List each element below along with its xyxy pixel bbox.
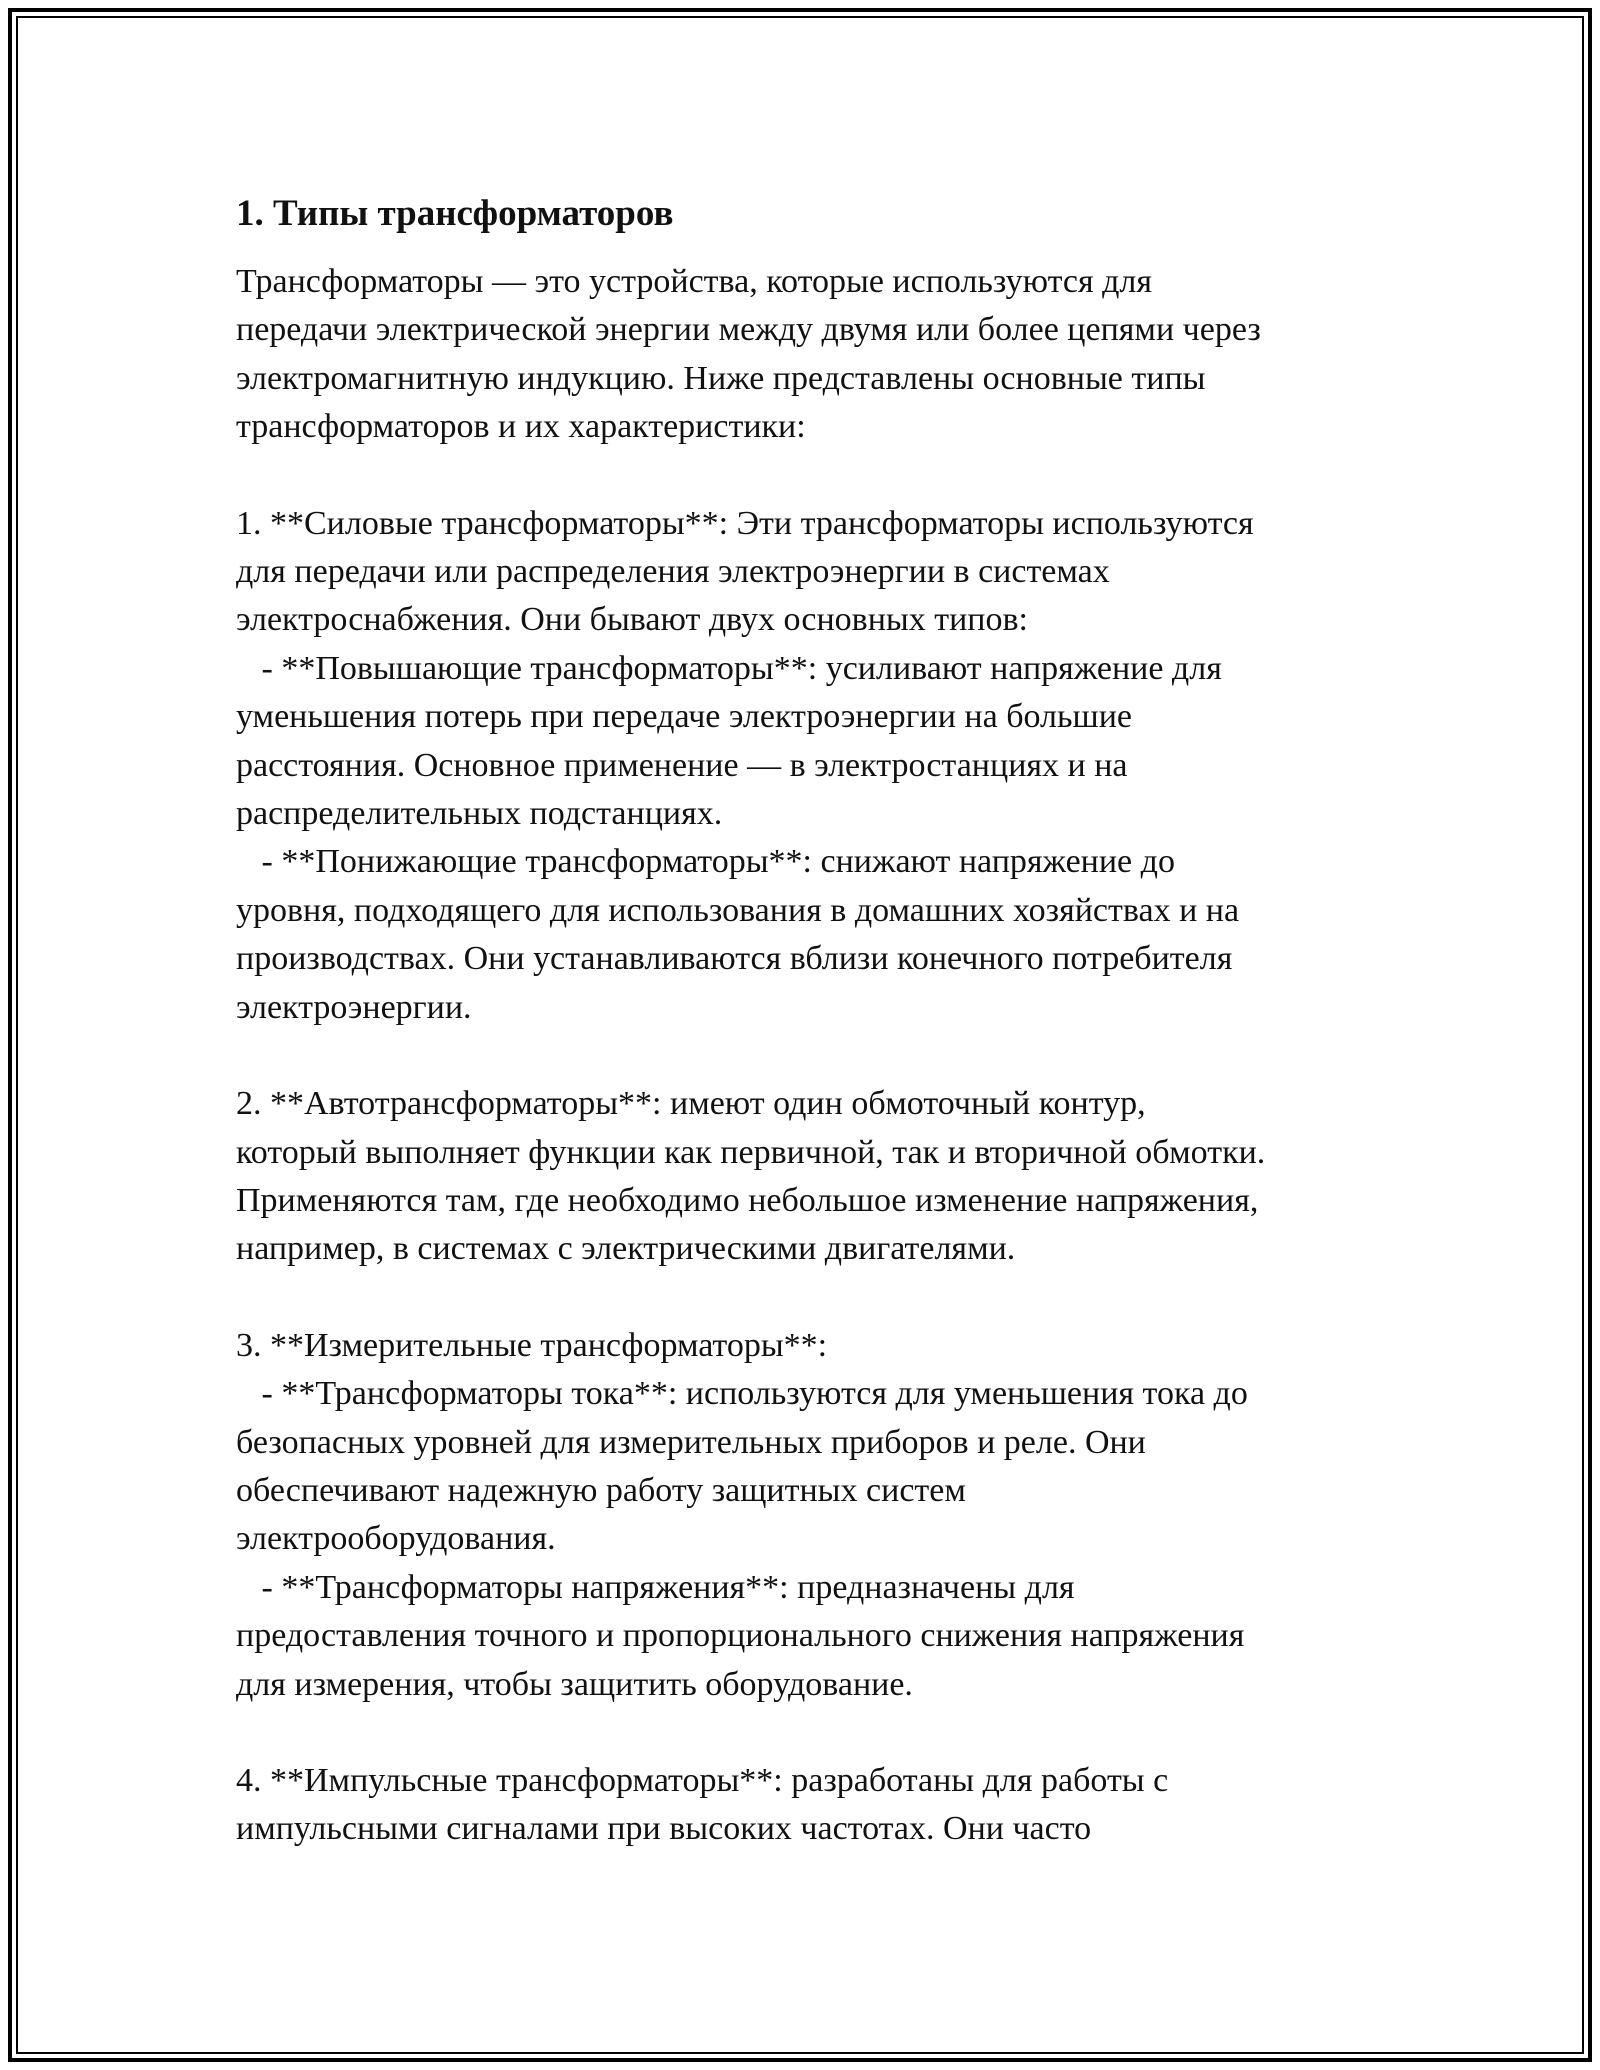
text-line: - **Трансформаторы тока**: используются для уменьшения тока до [236,1375,1248,1413]
text-line: Применяются там, где необходимо небольшое изменение напряжения, [236,1181,1259,1219]
paragraph [236,258,1386,452]
paragraph [236,1757,1386,1854]
text-line: уменьшения потерь при передаче электроэнергии на большие [236,698,1132,736]
text-line: производствах. Они устанавливаются вблизи конечного потребителя [236,940,1233,978]
text-line: 3. **Измерительные трансформаторы**: [236,1326,828,1364]
paragraph [236,1080,1386,1274]
text-line: для передачи или распределения электроэнергии в системах [236,553,1110,591]
text-line: распределительных подстанциях. [236,795,723,833]
text-line: трансформаторов и их характеристики: [236,408,806,446]
text-line: электроэнергии. [236,988,472,1026]
text-line: - **Повышающие трансформаторы**: усиливают напряжение для [236,649,1222,687]
paragraph [236,500,1386,1032]
text-line: электромагнитную индукцию. Ниже представлены основные типы [236,359,1206,397]
text-line: - **Понижающие трансформаторы**: снижают напряжение до [236,843,1175,881]
text-line: обеспечивают надежную работу защитных систем [236,1471,966,1509]
text-line: предоставления точного и пропорционального снижения напряжения [236,1617,1245,1655]
text-line: импульсными сигналами при высоких частотах. Они часто [236,1810,1092,1848]
text-line: 2. **Автотрансформаторы**: имеют один обмоточный контур, [236,1085,1146,1123]
paragraph [236,1322,1386,1709]
text-line: уровня, подходящего для использования в домашних хозяйствах и на [236,891,1240,929]
text-line: для измерения, чтобы защитить оборудование. [236,1665,913,1703]
text-line: например, в системах с электрическими двигателями. [236,1230,1016,1268]
text-line: 1. **Силовые трансформаторы**: Эти трансформаторы используются [236,504,1254,542]
text-line: электрооборудования. [236,1520,556,1558]
text-line: электроснабжения. Они бывают двух основных типов: [236,601,1028,639]
text-line: расстояния. Основное применение — в электростанциях и на [236,746,1128,784]
text-line: 4. **Импульсные трансформаторы**: разработаны для работы с [236,1761,1169,1799]
section-heading: 1. Типы трансформаторов [236,193,674,234]
paragraph-list [236,258,1386,1854]
text-line: безопасных уровней для измерительных приборов и реле. Они [236,1423,1146,1461]
document-body [236,186,1386,1902]
text-line: Трансформаторы — это устройства, которые используются для [236,263,1153,300]
text-line: - **Трансформаторы напряжения**: предназначены для [236,1568,1075,1606]
text-line: передачи электрической энергии между двумя или более цепями через [236,311,1261,349]
text-line: который выполняет функции как первичной, так и вторичной обмотки. [236,1133,1266,1171]
